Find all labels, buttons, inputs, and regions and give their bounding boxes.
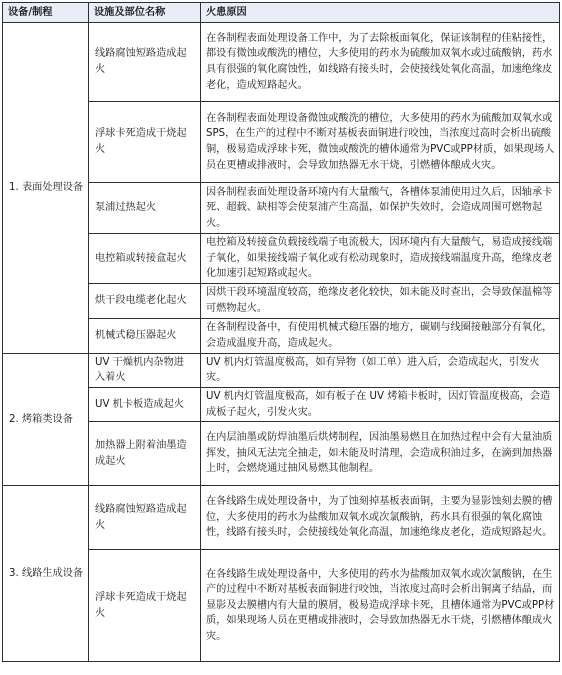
header-system: 设备/制程	[3, 3, 89, 23]
header-row	[3, 3, 560, 23]
facility-cell: 浮球卡死造成干烧起火	[89, 102, 201, 183]
fire-hazard-table	[2, 2, 560, 662]
header-cause: 火患原因	[201, 3, 560, 23]
facility-cell: 加热器上附着油墨造成起火	[89, 422, 201, 486]
cause-cell: 在各制程表面处理设备微蚀或酸洗的槽位，大多使用的药水为硫酸加双氧水或SPS，在生产的过程中不断对基板表面铜进行咬蚀，当浓度过高时会析出硫酸铜，极易造成浮球卡死，微蚀或酸洗的槽体通常为PVC或PP材质，如果现场人员在更槽或排液时，会导致加热器无水干烧，引燃槽体酿成火灾。	[201, 102, 560, 183]
cause-cell: 在各线路生成处理设备中，为了蚀刻掉基板表面铜，主要为显影蚀刻去膜的槽位，大多使用的药水为盐酸加双氧水或次氯酸钠，药水具有很强的氧化腐蚀性，线路有接头时，会使接线处氧化高温，加速绝缘皮老化，造成短路起火。	[201, 486, 560, 550]
facility-cell: 机械式稳压器起火	[89, 318, 201, 353]
table-row	[3, 486, 560, 550]
facility-cell: UV 干燥机内杂物进入着火	[89, 353, 201, 387]
cause-cell: UV 机内灯管温度极高，如有板子在 UV 烤箱卡板时，因灯管温度极高，会造成板子起火，引发火灾。	[201, 387, 560, 421]
facility-cell: 线路腐蚀短路造成起火	[89, 23, 201, 102]
cause-cell: 在各线路生成处理设备中，大多使用的药水为盐酸加双氧水或次氯酸钠，在生产的过程中不断对基板表面铜进行咬蚀，当浓度过高时会析出铜离子结晶，而显影及去膜槽内有大量的膜屑，极易造成浮球卡死，且槽体通常为PVC或PP材质，如果现场人员在更槽或排液时，会导致加热器无水干烧，引燃槽体酿成火灾。	[201, 550, 560, 662]
header-facility: 设施及部位名称	[89, 3, 201, 23]
cause-cell: 在各制程设备中，有使用机械式稳压器的地方，碳刷与线圈接触部分有氧化，会造成温度升高，造成起火。	[201, 318, 560, 353]
facility-cell: 烘干段电缆老化起火	[89, 283, 201, 318]
system-cell: 1. 表面处理设备	[3, 23, 89, 354]
system-cell: 3. 线路生成设备	[3, 486, 89, 662]
cause-cell: 电控箱及转接盒负载接线端子电流极大，因环境内有大量酸气，易造成接线端子氧化，如果接线端子氧化或有松动现象时，造成接线端温度升高，绝缘皮老化加速引起短路或起火。	[201, 234, 560, 284]
facility-cell: 线路腐蚀短路造成起火	[89, 486, 201, 550]
cause-cell: 因烘干段环境温度较高，绝缘皮老化较快，如未能及时查出，会导致保温棉等可燃物起火。	[201, 283, 560, 318]
cause-cell: 在各制程表面处理设备工作中，为了去除板面氧化，保证该制程的佳粘接性，都设有微蚀或酸洗的槽位，大多使用的药水为硫酸加双氧水或过硫酸钠，药水具有很强的氧化腐蚀性，如线路有接头时，会使接线处氧化高温，加速绝缘皮老化，造成短路起火。	[201, 23, 560, 102]
facility-cell: 电控箱或转接盒起火	[89, 234, 201, 284]
cause-cell: UV 机内灯管温度极高，如有异物（如工单）进入后，会造成起火，引发火灾。	[201, 353, 560, 387]
facility-cell: UV 机卡板造成起火	[89, 387, 201, 421]
facility-cell: 浮球卡死造成干烧起火	[89, 550, 201, 662]
system-cell: 2. 烤箱类设备	[3, 353, 89, 485]
table-row	[3, 353, 560, 387]
cause-cell: 在内层油墨或防焊油墨后烘烤制程，因油墨易燃且在加热过程中会有大量油质挥发，抽风无法完全抽走，如未能及时清理，会造成积油过多，在滴到加热器上时，会燃烧通过抽风易燃其他制程。	[201, 422, 560, 486]
hazard-table-wrapper	[2, 2, 560, 662]
table-row	[3, 23, 560, 102]
cause-cell: 因各制程表面处理设备环境内有大量酸气，各槽体泵浦使用过久后，因轴承卡死、超载、缺相等会使泵浦产生高温，如保护失效时，会造成周围可燃物起火。	[201, 183, 560, 234]
facility-cell: 泵浦过热起火	[89, 183, 201, 234]
